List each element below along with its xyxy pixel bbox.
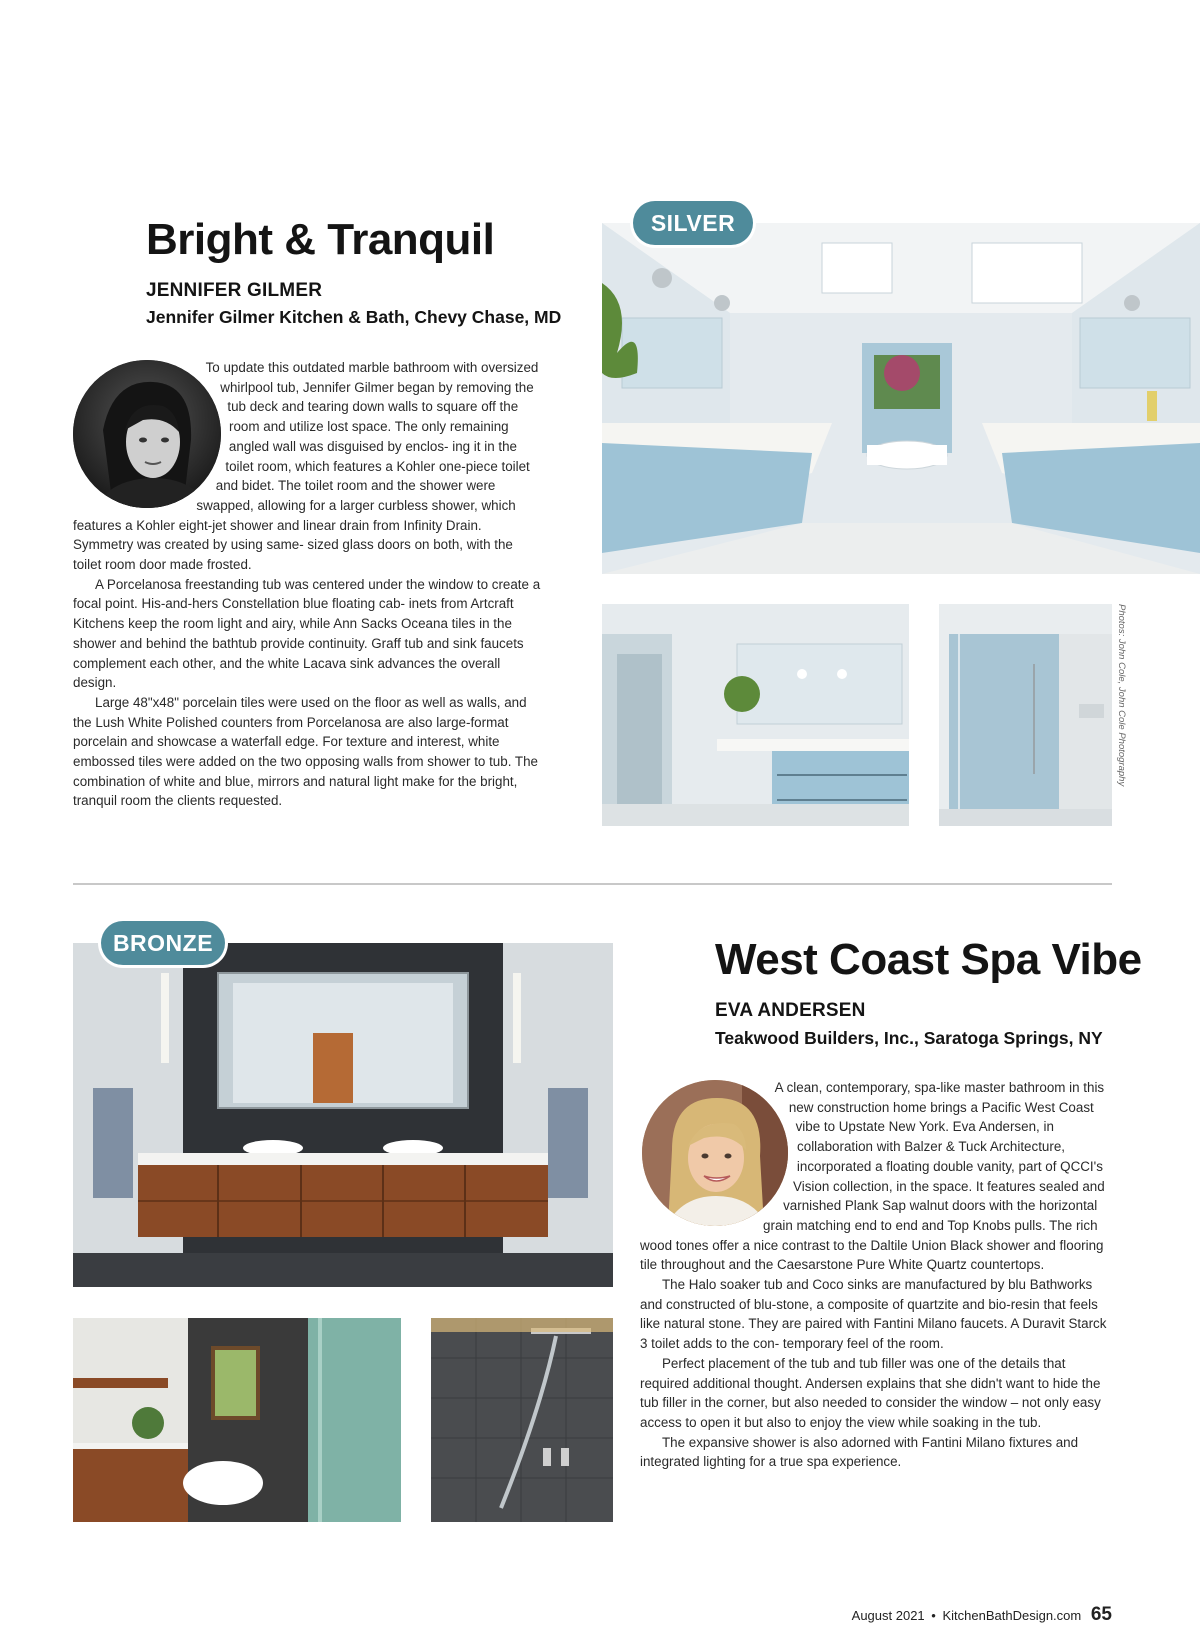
article2-paragraph: Perfect placement of the tub and tub filler was one of the details that required additional thought. Andersen explains that she didn't want to hide the tub filler in the corner, but also needed to consider the window – not only easy access to open it but also to enjoy the view while soaking in the tub. bbox=[640, 1355, 1101, 1430]
page-footer bbox=[852, 1604, 1112, 1626]
article1-body bbox=[73, 358, 543, 811]
article1-title: Bright & Tranquil bbox=[146, 215, 495, 264]
article1-author: JENNIFER GILMER bbox=[146, 280, 323, 301]
article2-firm: Teakwood Builders, Inc., Saratoga Springs, NY bbox=[715, 1028, 1103, 1048]
footer-site-link[interactable]: KitchenBathDesign.com bbox=[942, 1608, 1082, 1623]
article1-vanity-photo bbox=[602, 604, 909, 826]
article1-main-photo bbox=[602, 223, 1200, 574]
article2-body bbox=[640, 1078, 1112, 1472]
article2-title: West Coast Spa Vibe bbox=[715, 935, 1142, 984]
article1-firm: Jennifer Gilmer Kitchen & Bath, Chevy Chase, MD bbox=[146, 307, 562, 327]
article2-paragraph: The expansive shower is also adorned with Fantini Milano fixtures and integrated lighting for a true spa experience. bbox=[640, 1434, 1079, 1470]
article2-paragraph: The Halo soaker tub and Coco sinks are manufactured by blu Bathworks and constructed of blu-stone, a composite of quartzite and bio-resin that feels like natural stone. They are paired with Fantini Milano faucets. A Duravit Starck 3 toilet adds to the con- temporary feel of the room. bbox=[640, 1277, 1107, 1352]
article2-main-photo bbox=[73, 943, 613, 1287]
page-number: 65 bbox=[1090, 1604, 1112, 1625]
bronze-badge: BRONZE bbox=[101, 921, 225, 965]
section-divider bbox=[73, 883, 1112, 885]
footer-issue: August 2021 bbox=[851, 1608, 925, 1623]
article1-paragraph: Large 48"x48" porcelain tiles were used on the floor as well as walls, and the Lush White Polished counters from Porcelanosa are also large-format porcelain and showcase a waterfall edge. For texture and interest, white embossed tiles were added on the two opposing walls from shower to tub. The combination of white and blue, mirrors and natural light make for the bright, tranquil room the clients requested. bbox=[73, 694, 538, 809]
article2-tub-photo bbox=[73, 1318, 401, 1522]
footer-separator: • bbox=[931, 1608, 936, 1623]
article1-shower-photo bbox=[939, 604, 1112, 826]
article1-paragraph: To update this outdated marble bathroom with oversized whirlpool tub, Jennifer Gilmer began by removing the tub deck and tearing down walls to square off the room and utilize lost space. The only remaining angled wall was disguised by enclos- ing it in the toilet room, which features a Kohler one-piece toilet and bidet. The toilet room and the shower were swapped, allowing for a larger curbless shower, which features a Kohler eight-jet shower and linear drain from Infinity Drain. Symmetry was created by using same- sized glass doors on both, with the toilet room door made frosted. bbox=[73, 360, 539, 573]
article2-paragraph: A clean, contemporary, spa-like master bathroom in this new construction home brings a Pacific West Coast vibe to Upstate New York. Eva Andersen, in collaboration with Balzer & Tuck Architecture, incorporated a floating double vanity, part of QCCI's Vision collection, in the space. It features sealed and varnished Plank Sap walnut doors with the horizontal grain matching end to end and Top Knobs pulls. The rich wood tones offer a nice contrast to the Daltile Union Black shower and flooring tile throughout and the Caesarstone Pure White Quartz countertops. bbox=[640, 1080, 1105, 1273]
article2-shower-photo bbox=[431, 1318, 613, 1522]
silver-badge: SILVER bbox=[633, 201, 753, 245]
article1-portrait bbox=[73, 360, 221, 508]
article2-portrait bbox=[642, 1080, 788, 1226]
photo-credit: Photos: John Cole, John Cole Photography bbox=[1116, 604, 1127, 787]
article1-paragraph: A Porcelanosa freestanding tub was centered under the window to create a focal point. His-and-hers Constellation blue floating cab- inets from Artcraft Kitchens keep the room light and airy, while Ann Sacks Oceana tiles in the shower and behind the bathtub provide continuity. Graff tub and sink faucets complement each other, and the white Lacava sink advances the overall design. bbox=[73, 576, 541, 691]
article2-author: EVA ANDERSEN bbox=[715, 1000, 866, 1021]
